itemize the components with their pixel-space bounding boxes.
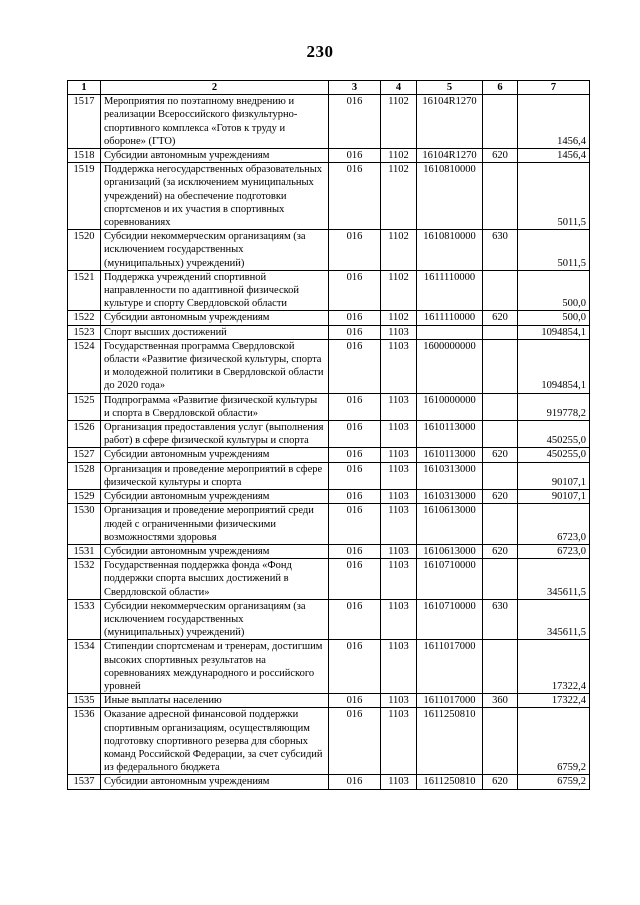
row-number-cell: 1535 <box>68 694 101 708</box>
expense-type-cell <box>483 393 518 420</box>
target-code-cell: 1610810000 <box>417 163 483 230</box>
row-name-cell: Подпрограмма «Развитие физической культуры и спорта в Свердловской области» <box>101 393 329 420</box>
page-number: 230 <box>306 42 334 61</box>
expense-type-cell <box>483 339 518 393</box>
amount-cell: 90107,1 <box>518 490 590 504</box>
amount-cell: 6723,0 <box>518 504 590 545</box>
table-row <box>68 325 590 339</box>
section-code-cell: 1103 <box>381 325 417 339</box>
ministry-code-cell: 016 <box>329 339 381 393</box>
target-code-cell: 1610113000 <box>417 421 483 448</box>
expense-type-cell <box>483 640 518 694</box>
column-header: 1 <box>68 81 101 95</box>
expense-type-cell <box>483 462 518 489</box>
expense-type-cell: 360 <box>483 694 518 708</box>
section-code-cell: 1103 <box>381 421 417 448</box>
expense-type-cell <box>483 325 518 339</box>
column-header: 6 <box>483 81 518 95</box>
table-row <box>68 448 590 462</box>
amount-cell: 919778,2 <box>518 393 590 420</box>
amount-cell: 1094854,1 <box>518 325 590 339</box>
amount-cell: 345611,5 <box>518 599 590 640</box>
expense-type-cell <box>483 270 518 311</box>
expense-type-cell <box>483 163 518 230</box>
row-number-cell: 1531 <box>68 544 101 558</box>
row-number-cell: 1522 <box>68 311 101 325</box>
ministry-code-cell: 016 <box>329 775 381 789</box>
ministry-code-cell: 016 <box>329 694 381 708</box>
row-name-cell: Оказание адресной финансовой поддержки спортивным организациям, осуществляющим подготовку спортивного резерва для сборных команд Российской Федерации, за счет субсидий из федерального бюджета <box>101 708 329 775</box>
expense-type-cell: 620 <box>483 775 518 789</box>
amount-cell: 17322,4 <box>518 640 590 694</box>
target-code-cell: 1611017000 <box>417 694 483 708</box>
table-row <box>68 775 590 789</box>
ministry-code-cell: 016 <box>329 599 381 640</box>
amount-cell: 1456,4 <box>518 149 590 163</box>
expense-type-cell <box>483 95 518 149</box>
target-code-cell: 1610710000 <box>417 559 483 600</box>
table-header-row <box>68 81 590 95</box>
section-code-cell: 1103 <box>381 708 417 775</box>
row-name-cell: Субсидии автономным учреждениям <box>101 448 329 462</box>
section-code-cell: 1103 <box>381 448 417 462</box>
amount-cell: 5011,5 <box>518 230 590 271</box>
ministry-code-cell: 016 <box>329 708 381 775</box>
target-code-cell: 1610313000 <box>417 462 483 489</box>
section-code-cell: 1103 <box>381 775 417 789</box>
amount-cell: 345611,5 <box>518 559 590 600</box>
row-number-cell: 1536 <box>68 708 101 775</box>
amount-cell: 500,0 <box>518 270 590 311</box>
row-name-cell: Субсидии некоммерческим организациям (за исключением государственных (муниципальных) учреждений) <box>101 599 329 640</box>
row-number-cell: 1537 <box>68 775 101 789</box>
target-code-cell: 1611110000 <box>417 311 483 325</box>
amount-cell: 500,0 <box>518 311 590 325</box>
row-name-cell: Мероприятия по поэтапному внедрению и реализации Всероссийского физкультурно-спортивного комплекса «Готов к труду и обороне» (ГТО) <box>101 95 329 149</box>
section-code-cell: 1103 <box>381 393 417 420</box>
target-code-cell: 1611017000 <box>417 640 483 694</box>
row-number-cell: 1524 <box>68 339 101 393</box>
section-code-cell: 1103 <box>381 640 417 694</box>
section-code-cell: 1102 <box>381 163 417 230</box>
row-number-cell: 1523 <box>68 325 101 339</box>
ministry-code-cell: 016 <box>329 421 381 448</box>
ministry-code-cell: 016 <box>329 544 381 558</box>
amount-cell: 90107,1 <box>518 462 590 489</box>
target-code-cell: 16104R1270 <box>417 149 483 163</box>
ministry-code-cell: 016 <box>329 640 381 694</box>
expense-type-cell <box>483 708 518 775</box>
row-number-cell: 1526 <box>68 421 101 448</box>
section-code-cell: 1102 <box>381 270 417 311</box>
row-number-cell: 1533 <box>68 599 101 640</box>
table-row <box>68 270 590 311</box>
table-row <box>68 694 590 708</box>
row-number-cell: 1520 <box>68 230 101 271</box>
expense-type-cell: 630 <box>483 599 518 640</box>
amount-cell: 450255,0 <box>518 448 590 462</box>
expense-type-cell: 620 <box>483 544 518 558</box>
amount-cell: 1094854,1 <box>518 339 590 393</box>
ministry-code-cell: 016 <box>329 163 381 230</box>
expense-type-cell: 620 <box>483 149 518 163</box>
section-code-cell: 1102 <box>381 95 417 149</box>
ministry-code-cell: 016 <box>329 270 381 311</box>
row-number-cell: 1529 <box>68 490 101 504</box>
ministry-code-cell: 016 <box>329 462 381 489</box>
target-code-cell: 1610613000 <box>417 544 483 558</box>
table-row <box>68 95 590 149</box>
amount-cell: 5011,5 <box>518 163 590 230</box>
ministry-code-cell: 016 <box>329 325 381 339</box>
section-code-cell: 1103 <box>381 559 417 600</box>
ministry-code-cell: 016 <box>329 448 381 462</box>
row-name-cell: Иные выплаты населению <box>101 694 329 708</box>
target-code-cell: 1610113000 <box>417 448 483 462</box>
row-number-cell: 1525 <box>68 393 101 420</box>
target-code-cell: 16104R1270 <box>417 95 483 149</box>
row-number-cell: 1527 <box>68 448 101 462</box>
amount-cell: 6759,2 <box>518 775 590 789</box>
section-code-cell: 1103 <box>381 339 417 393</box>
target-code-cell: 1611250810 <box>417 775 483 789</box>
expense-type-cell: 620 <box>483 311 518 325</box>
table-row <box>68 490 590 504</box>
column-header: 4 <box>381 81 417 95</box>
target-code-cell: 1610000000 <box>417 393 483 420</box>
ministry-code-cell: 016 <box>329 95 381 149</box>
section-code-cell: 1103 <box>381 694 417 708</box>
table-row <box>68 640 590 694</box>
row-name-cell: Поддержка учреждений спортивной направленности по адаптивной физической культуре и спорту Свердловской области <box>101 270 329 311</box>
expense-type-cell <box>483 559 518 600</box>
row-number-cell: 1528 <box>68 462 101 489</box>
table-row <box>68 393 590 420</box>
table-row <box>68 339 590 393</box>
table-row <box>68 311 590 325</box>
row-name-cell: Стипендии спортсменам и тренерам, достигшим высоких спортивных результатов на соревнованиях международного и российского уровней <box>101 640 329 694</box>
table-row <box>68 462 590 489</box>
table-row <box>68 504 590 545</box>
section-code-cell: 1102 <box>381 311 417 325</box>
row-name-cell: Государственная программа Свердловской области «Развитие физической культуры, спорта и молодежной политики в Свердловской области до 2020 года» <box>101 339 329 393</box>
target-code-cell: 1611110000 <box>417 270 483 311</box>
row-number-cell: 1534 <box>68 640 101 694</box>
row-name-cell: Субсидии автономным учреждениям <box>101 490 329 504</box>
target-code-cell: 1610710000 <box>417 599 483 640</box>
target-code-cell: 1610613000 <box>417 504 483 545</box>
ministry-code-cell: 016 <box>329 230 381 271</box>
expense-type-cell: 620 <box>483 448 518 462</box>
amount-cell: 450255,0 <box>518 421 590 448</box>
section-code-cell: 1103 <box>381 490 417 504</box>
target-code-cell <box>417 325 483 339</box>
row-name-cell: Субсидии автономным учреждениям <box>101 311 329 325</box>
row-name-cell: Организация и проведение мероприятий среди людей с ограниченными физическими возможностями здоровья <box>101 504 329 545</box>
expense-type-cell: 620 <box>483 490 518 504</box>
table-row <box>68 544 590 558</box>
expense-type-cell <box>483 421 518 448</box>
row-number-cell: 1517 <box>68 95 101 149</box>
table-row <box>68 708 590 775</box>
table-row <box>68 599 590 640</box>
target-code-cell: 1610810000 <box>417 230 483 271</box>
row-number-cell: 1521 <box>68 270 101 311</box>
section-code-cell: 1103 <box>381 504 417 545</box>
row-number-cell: 1532 <box>68 559 101 600</box>
row-name-cell: Спорт высших достижений <box>101 325 329 339</box>
section-code-cell: 1102 <box>381 149 417 163</box>
ministry-code-cell: 016 <box>329 311 381 325</box>
table-row <box>68 163 590 230</box>
table-row <box>68 149 590 163</box>
table-row <box>68 230 590 271</box>
column-header: 2 <box>101 81 329 95</box>
row-number-cell: 1530 <box>68 504 101 545</box>
section-code-cell: 1102 <box>381 230 417 271</box>
section-code-cell: 1103 <box>381 544 417 558</box>
row-number-cell: 1518 <box>68 149 101 163</box>
ministry-code-cell: 016 <box>329 504 381 545</box>
amount-cell: 1456,4 <box>518 95 590 149</box>
ministry-code-cell: 016 <box>329 559 381 600</box>
target-code-cell: 1611250810 <box>417 708 483 775</box>
amount-cell: 6759,2 <box>518 708 590 775</box>
ministry-code-cell: 016 <box>329 393 381 420</box>
section-code-cell: 1103 <box>381 599 417 640</box>
expense-type-cell <box>483 504 518 545</box>
row-name-cell: Государственная поддержка фонда «Фонд поддержки спорта высших достижений в Свердловской области» <box>101 559 329 600</box>
expense-type-cell: 630 <box>483 230 518 271</box>
row-name-cell: Организация и проведение мероприятий в сфере физической культуры и спорта <box>101 462 329 489</box>
row-number-cell: 1519 <box>68 163 101 230</box>
column-header: 7 <box>518 81 590 95</box>
row-name-cell: Субсидии некоммерческим организациям (за исключением государственных (муниципальных) учреждений) <box>101 230 329 271</box>
row-name-cell: Организация предоставления услуг (выполнения работ) в сфере физической культуры и спорта <box>101 421 329 448</box>
budget-table <box>67 80 590 790</box>
row-name-cell: Субсидии автономным учреждениям <box>101 544 329 558</box>
table-row <box>68 421 590 448</box>
amount-cell: 17322,4 <box>518 694 590 708</box>
column-header: 3 <box>329 81 381 95</box>
table-row <box>68 559 590 600</box>
section-code-cell: 1103 <box>381 462 417 489</box>
row-name-cell: Субсидии автономным учреждениям <box>101 775 329 789</box>
row-name-cell: Субсидии автономным учреждениям <box>101 149 329 163</box>
ministry-code-cell: 016 <box>329 149 381 163</box>
column-header: 5 <box>417 81 483 95</box>
amount-cell: 6723,0 <box>518 544 590 558</box>
target-code-cell: 1610313000 <box>417 490 483 504</box>
target-code-cell: 1600000000 <box>417 339 483 393</box>
row-name-cell: Поддержка негосударственных образовательных организаций (за исключением муниципальных учреждений) на обеспечение подготовки спортсменов и их участия в спортивных соревнованиях <box>101 163 329 230</box>
ministry-code-cell: 016 <box>329 490 381 504</box>
